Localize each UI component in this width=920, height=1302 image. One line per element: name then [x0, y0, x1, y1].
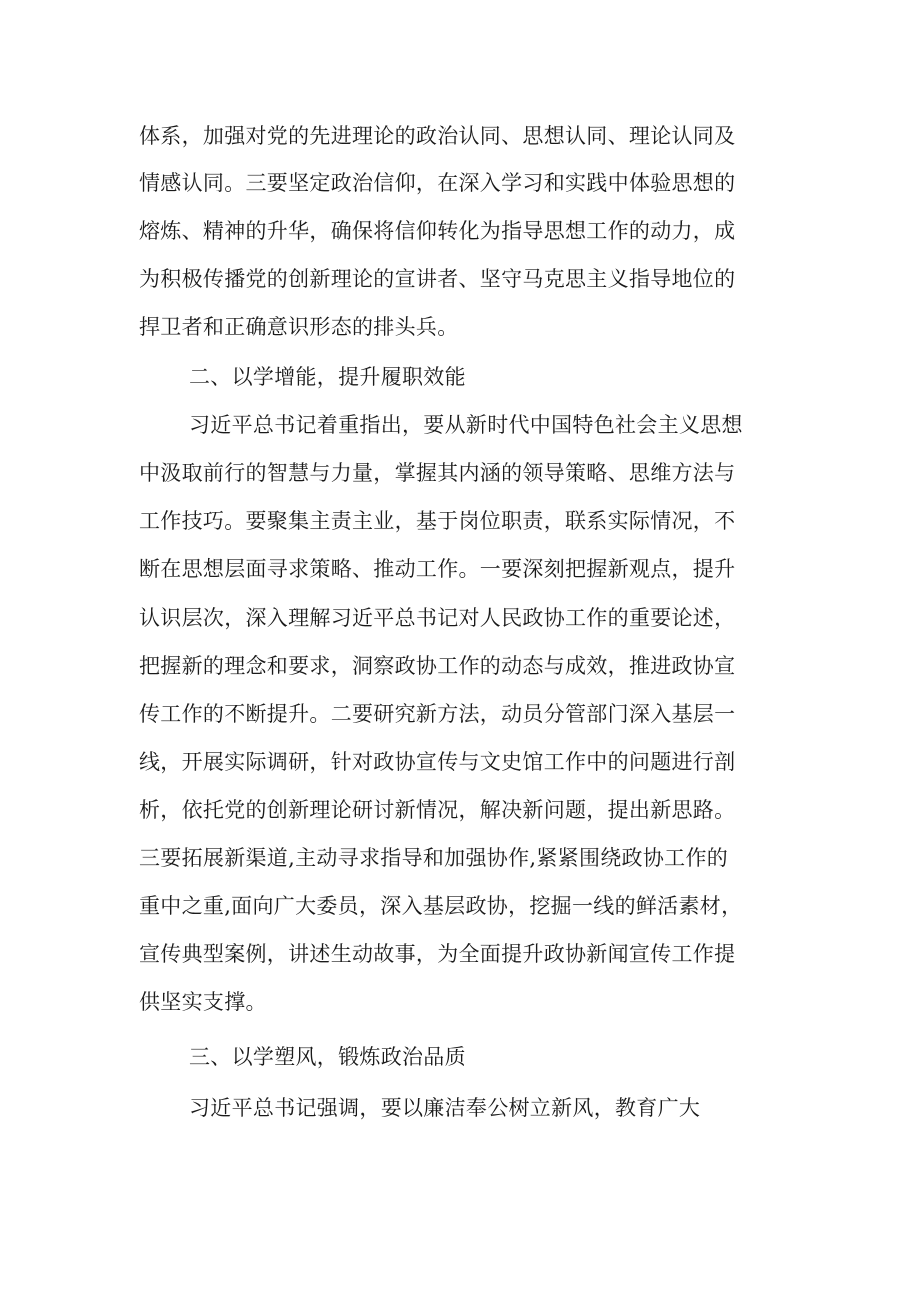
- text-line: 断在思想层面寻求策略、推动工作。一要深刻把握新观点，提升: [139, 557, 736, 581]
- text-line: 习近平总书记强调，要以廉洁奉公树立新风，教育广大: [189, 1096, 701, 1120]
- text-line: 工作技巧。要聚集主责主业，基于岗位职责，联系实际情况，不: [139, 509, 736, 533]
- text-line: 习近平总书记着重指出，要从新时代中国特色社会主义思想: [189, 413, 743, 437]
- text-line: 中汲取前行的智慧与力量，掌握其内涵的领导策略、思维方法与: [139, 461, 736, 485]
- text-line: 认识层次，深入理解习近平总书记对人民政协工作的重要论述，: [139, 606, 736, 630]
- text-line: 情感认同。三要坚定政治信仰，在深入学习和实践中体验思想的: [139, 171, 736, 195]
- text-line: 重中之重,面向广大委员，深入基层政协，挖掘一线的鲜活素材，: [139, 894, 743, 918]
- text-line: 熔炼、精神的升华，确保将信仰转化为指导思想工作的动力，成: [139, 219, 736, 243]
- text-line: 为积极传播党的创新理论的宣讲者、坚守马克思主义指导地位的: [139, 267, 736, 291]
- text-line: 析，依托党的创新理论研讨新情况，解决新问题，提出新思路。: [139, 798, 736, 822]
- text-line: 传工作的不断提升。二要研究新方法，动员分管部门深入基层一: [139, 702, 736, 726]
- section-heading: 三、以学塑风，锻炼政治品质: [189, 1045, 466, 1069]
- text-line: 供坚实支撑。: [139, 990, 267, 1014]
- text-line: 体系，加强对党的先进理论的政治认同、思想认同、理论认同及: [139, 124, 736, 148]
- text-line: 捍卫者和正确意识形态的排头兵。: [139, 315, 459, 339]
- section-heading: 二、以学增能，提升履职效能: [189, 365, 466, 389]
- text-line: 三要拓展新渠道,主动寻求指导和加强协作,紧紧围绕政协工作的: [139, 846, 729, 870]
- text-line: 把握新的理念和要求，洞察政协工作的动态与成效，推进政协宣: [139, 654, 736, 678]
- text-line: 宣传典型案例，讲述生动故事，为全面提升政协新闻宣传工作提: [139, 942, 736, 966]
- text-line: 线，开展实际调研，针对政协宣传与文史馆工作中的问题进行剖: [139, 750, 736, 774]
